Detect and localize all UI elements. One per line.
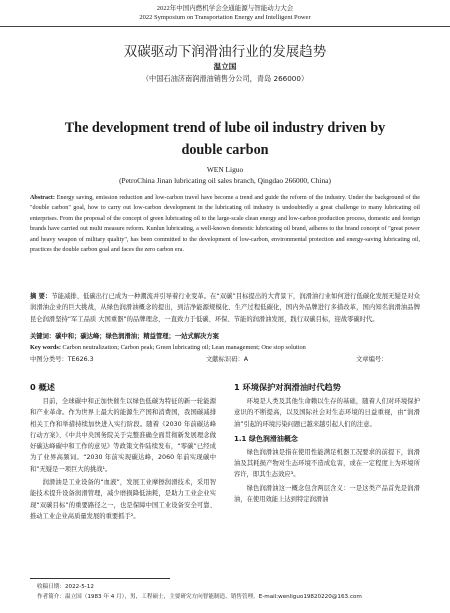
subsection-1-1-paragraph: 绿色润滑油是指在使用性能满足机器工况要求的前提下，润滑油及其耗损产物对生态环境不造成危害，或在一定程度上为环境所容许，即其生态效应³。 <box>234 448 420 479</box>
conference-name-cn: 2022年中国内燃机学会全通能源与智能动力大会 <box>156 5 294 12</box>
document-code: 文献标识码：A <box>206 356 249 363</box>
abstract-en-label: Abstract: <box>30 195 55 201</box>
keywords-en-text: Carbon neutralization; Carbon peak; Green lubricating oil; Lean management; One stop solution <box>62 344 306 351</box>
keywords-cn <box>30 331 420 342</box>
keywords-cn-label: 关键词： <box>30 333 56 340</box>
conference-name-en: 2022 Symposium on Transportation Energy and Intelligent Power <box>139 14 311 21</box>
abstract-cn-text: 节能减排、低碳出行已成为一种潮流并引导着行业变革。在“双碳”目标提出的大背景下，润滑油行业如何进行低碳化发展无疑是对众润滑油企业的巨大挑战，从绿色润滑油概念的提出，到洁净能源规模化、生产过程低碳化，国内外品牌进行多措改革，国内知名润滑油品牌昆仑润滑坚持“军工品质 大国重器”的品牌理念，一直致力于低碳、环保、节能的润滑油发展，践行双碳目标，迎战零碳时代。 <box>30 293 420 323</box>
abstract-cn <box>30 291 420 325</box>
section-0-paragraph: 目前，全球碳中和正加快催生以绿色低碳为特征的新一轮能源和产业革命。作为世界上最大的能源生产国和消费国，我国碳减排相关工作和举措持续加快进入实行阶段。随着《2030 年前碳达峰行动方案》、《中共中央国务院关于完整准确全面贯彻新发展理念做好碳达峰碳中和工作的意见》等政策文件陆续发布，“零碳”已经成为了业界高频词。“2030 年前实现碳达峰，2060 年前实现碳中和”无疑是一项巨大的挑战¹。 <box>30 398 216 473</box>
footnote-rule <box>30 578 170 579</box>
keywords-cn-text: 碳中和；碳达峰；绿色润滑油；精益管理；一站式解决方案 <box>55 333 219 340</box>
left-column <box>30 381 216 522</box>
affiliation-en: (PetroChina Jinan lubricating oil sales branch, Qingdao 266000, China) <box>119 176 331 185</box>
section-0-paragraph: 润滑油是工业设备的“血液”，发展工业摩擦润滑技术，采用智能技术提升设备润滑管理，减少磨损降低油耗，是助力工业企业实现“双碳目标”的重要路径之一，也是保障中国工业设备安全可靠、推动工业企业高质量发展的重要抓手²。 <box>30 479 216 520</box>
subsection-1-1-paragraph: 绿色润滑油这一概念包含两层含义：一是这类产品首先是润滑油，在使用效能上达到特定润滑油 <box>234 484 420 504</box>
affiliation-cn: （中国石油济南润滑油销售分公司，青岛 266000） <box>141 74 309 83</box>
article-number: 文章编号： <box>356 356 388 363</box>
author-en: WEN Liguo <box>206 165 244 174</box>
keywords-en <box>30 342 420 353</box>
classification-line <box>30 354 420 365</box>
section-1-heading: 1 环境保护对润滑油时代趋势 <box>234 382 341 392</box>
conference-header <box>0 4 450 22</box>
right-column <box>234 381 420 505</box>
subsection-1-1-heading: 1.1 绿色润滑油概念 <box>234 434 298 443</box>
section-1-paragraph: 环境是人类及其他生命赖以生存的基础，随着人们对环境保护意识的不断提高，以及国际社会对生态环境的日益重视，由“润滑油”引起的环境污染问题已越来越引起人们的注意。 <box>234 398 420 428</box>
header-rule <box>0 26 450 27</box>
author-bio: 作者简介：温立国（1983 年 4 月），男，工程硕士，主要研究方向智能制造、销售管理。E-mail:wenliguo19820220@163.com <box>37 594 362 600</box>
abstract-cn-label: 摘 要： <box>30 293 52 300</box>
abstract-en <box>30 193 420 255</box>
keywords-en-label: Key words: <box>30 344 61 351</box>
paper-title-cn: 双碳驱动下润滑油行业的发展趋势 <box>123 44 327 60</box>
author-cn: 温立国 <box>213 62 237 71</box>
paper-title-en: The development trend of lube oil industry driven by double carbon <box>64 120 386 158</box>
abstract-en-text: Energy saving, emission reduction and low-carbon travel have become a trend and guide the reform of the industry. Under the background of the "double carbon" goal, how to carry out low-carbon development in the lubricating oil industry is undoubtedly a great challenge to many lubricating oil enterprises. From the proposal of the concept of green lubricating oil to the large-scale clean energy and low-carbon production process, domestic and foreign brands have carried out multi measure reform. Kunlun lubricating, a well-known domestic lubricating oil brand, adheres to the brand concept of "great power and heavy weapon of military quality", has been committed to the development of low-carbon, environmental protection and energy-saving lubricating oil, practices the double carbon goal and faces the zero carbon era. <box>30 195 420 254</box>
received-date: 收稿日期：2022-5-12 <box>37 584 94 590</box>
section-0-heading: 0 概述 <box>30 382 55 392</box>
clc-number: 中图分类号：TE626.3 <box>30 356 94 363</box>
